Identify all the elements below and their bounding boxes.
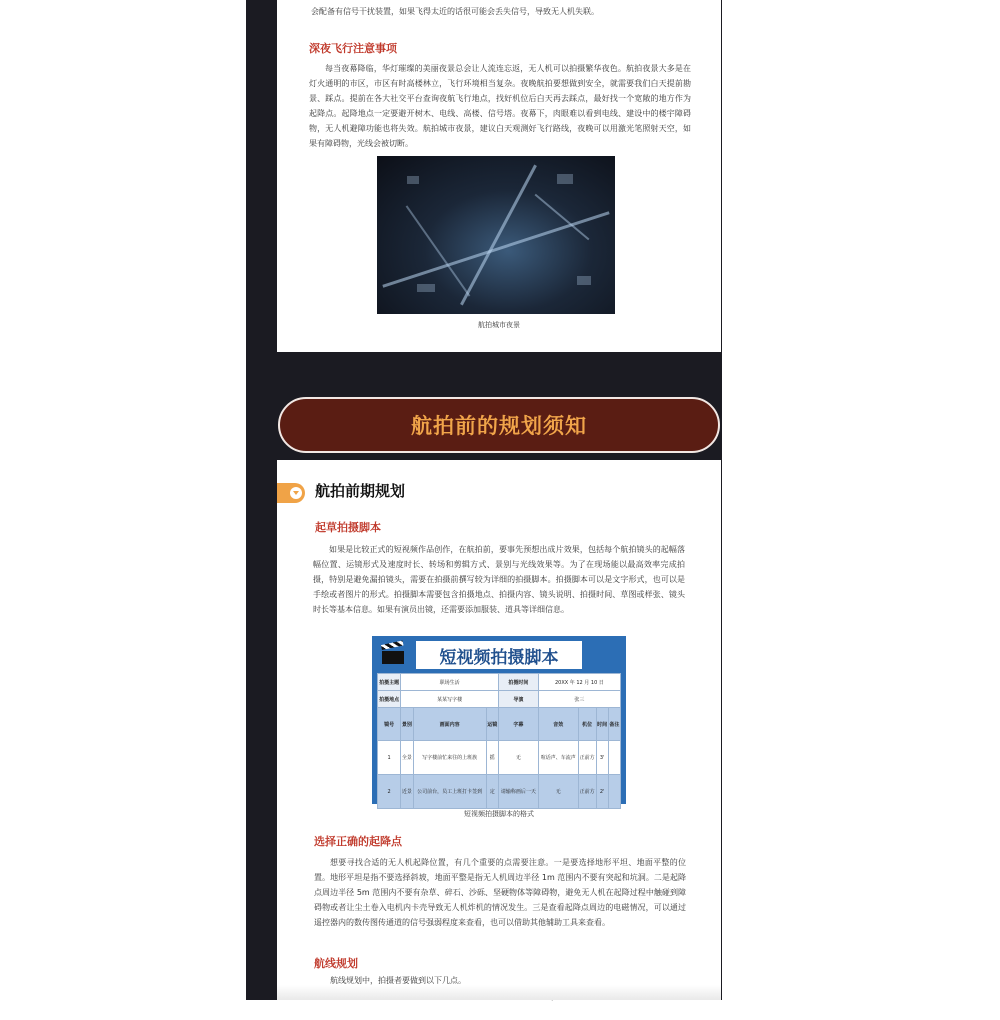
table-cell: 全景 (401, 741, 413, 775)
section-title: 航拍前期规划 (315, 482, 406, 500)
table-cell: 喧话声、车流声 (538, 741, 578, 775)
col-header: 运镜 (486, 708, 498, 741)
col-header: 镜号 (378, 708, 401, 741)
theme-label: 拍摄主题 (378, 674, 401, 691)
table-cell: 近景 (401, 775, 413, 809)
table-cell: 定 (486, 775, 498, 809)
draft-script-paragraph: 如果是比较正式的短视频作品创作，在航拍前，要事先预想出成片效果，包括每个航拍镜头的起幅落幅位置、运镜形式及速度时长、转场和剪辑方式、景别与光线效果等。为了在现场能以最高效率完成拍摄，特别是避免漏拍镜头，需要在拍摄前撰写较为详细的拍摄脚本。拍摄脚本可以是文字形式，也可以是手绘或者图片的形式。拍摄脚本需要包含拍摄地点、拍摄内容、镜头说明、拍摄时间、草图或样张、镜头时长等基本信息。如果有演员出镜，还需要添加服装、道具等详细信息。 (313, 545, 685, 614)
table-cell (608, 775, 620, 809)
table-cell: 公司前台，员工上班打卡签到 (413, 775, 486, 809)
time-value: 20XX 年 12 月 10 日 (538, 674, 620, 691)
place-label: 拍摄地点 (378, 691, 401, 708)
table-cell: 无 (498, 741, 538, 775)
shooting-script-figure (372, 636, 626, 804)
landing-point-heading: 选择正确的起降点 (314, 835, 402, 848)
night-flight-heading: 深夜飞行注意事项 (309, 42, 397, 55)
table-cell: 正前方 (578, 775, 596, 809)
table-cell: 摇 (486, 741, 498, 775)
col-header: 备注 (608, 708, 620, 741)
col-header: 时间 (596, 708, 608, 741)
theme-value: 职场生活 (401, 674, 499, 691)
draft-script-heading: 起草拍摄脚本 (315, 521, 381, 534)
landing-point-paragraph: 想要寻找合适的无人机起降位置，有几个重要的点需要注意。一是要选择地形平坦、地面平整的位置。地形平坦是指不要选择斜坡，地面平整是指无人机周边半径 1m 范围内不要有突起和坑洞。二是起降点周边半径 5m 范围内不要有杂草、碎石、沙砾、坚硬物体等障碍物，避免无人机在起降过程中触碰到障碍物或者让尘土卷入电机内卡壳导致无人机炸机的情况发生。三是查看起降点周边的电磁情况，可以通过遥控器内的数传图传通道的信号强弱程度来查看，也可以借助其他辅助工具来查看。 (314, 858, 686, 927)
table-cell: 1 (378, 741, 401, 775)
col-header: 机位 (578, 708, 596, 741)
table-cell: 2 (378, 775, 401, 809)
route-planning-line1: 航线规划中，拍摄者要做到以下几点。 (330, 976, 466, 985)
director-value: 张三 (538, 691, 620, 708)
col-header: 音效 (538, 708, 578, 741)
route-planning-heading: 航线规划 (314, 957, 358, 970)
top-fragment-text: 会配备有信号干扰装置，如果飞得太近的话很可能会丢失信号，导致无人机失联。 (311, 7, 599, 16)
director-label: 导演 (498, 691, 538, 708)
place-value: 某某写字楼 (401, 691, 499, 708)
planning-banner-title: 航拍前的规划须知 (411, 414, 587, 438)
table-cell: 3' (596, 741, 608, 775)
table-cell: 无 (538, 775, 578, 809)
script-table-caption: 短视频拍摄脚本的格式 (464, 810, 534, 818)
table-cell (608, 741, 620, 775)
bottom-fade (277, 985, 721, 1000)
planning-banner (278, 397, 720, 453)
script-table (377, 673, 621, 809)
table-cell: 正前方 (578, 741, 596, 775)
script-figure-titlebox (416, 641, 582, 669)
col-header: 景别 (401, 708, 413, 741)
col-header: 画面内容 (413, 708, 486, 741)
table-cell: 请输称画后一天 (498, 775, 538, 809)
script-figure-title: 短视频拍摄脚本 (439, 647, 559, 668)
col-header: 字幕 (498, 708, 538, 741)
section-badge (277, 483, 305, 503)
city-night-aerial-photo (377, 156, 615, 314)
night-photo-caption: 航拍城市夜景 (478, 321, 520, 329)
time-label: 拍摄时间 (498, 674, 538, 691)
chevron-down-icon (290, 487, 302, 499)
section-header-row (277, 480, 721, 506)
table-cell: 2' (596, 775, 608, 809)
table-cell: 写字楼前忙来往的上班族 (413, 741, 486, 775)
clapperboard-icon (382, 644, 406, 664)
night-flight-paragraph: 每当夜幕降临，华灯璀璨的美丽夜景总会让人流连忘返，无人机可以拍摄繁华夜色。航拍夜景大多是在灯火通明的市区，市区有时高楼林立，飞行环境相当复杂。夜晚航拍要想做到安全，就需要我们白天提前勘景、踩点。提前在各大社交平台查询夜航飞行地点，找好机位后白天再去踩点，最好找一个宽敞的地方作为起降点。起降地点一定要避开树木、电线、高楼、信号塔。夜幕下，肉眼难以看到电线、建设中的楼宇障碍物，无人机避障功能也将失效。航拍城市夜景，建议白天观测好飞行路线，夜晚可以用激光笔照射天空，如果有障碍物，光线会被切断。 (309, 64, 691, 148)
